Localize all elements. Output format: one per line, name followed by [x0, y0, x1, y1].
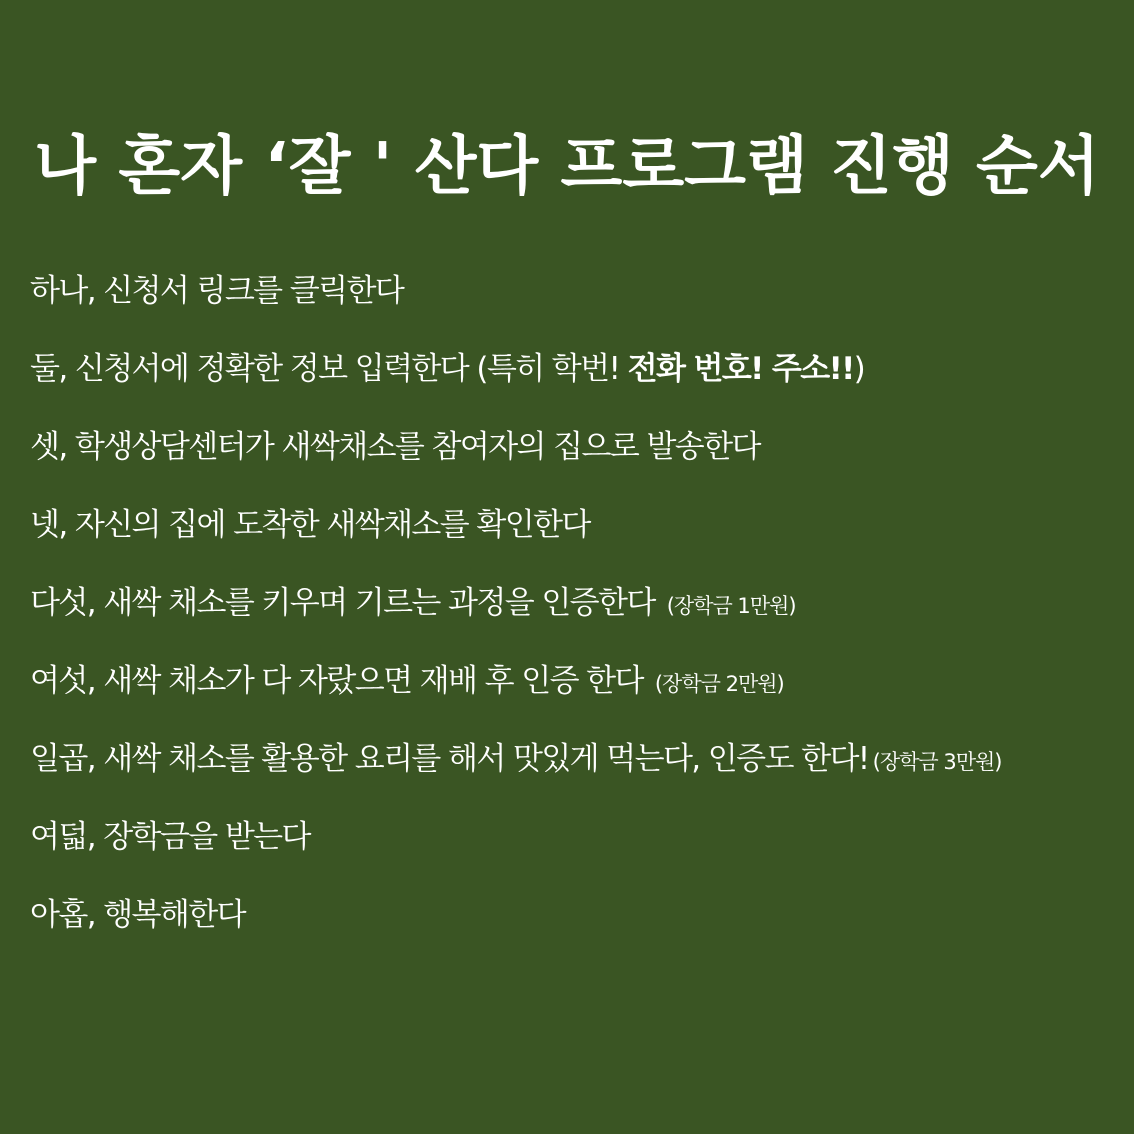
step-2-text-end: )	[853, 351, 865, 387]
step-7-text: 일곱, 새싹 채소를 활용한 요리를 해서 맛있게 먹는다, 인증도 한다!	[30, 741, 869, 777]
step-5-text: 다섯, 새싹 채소를 키우며 기르는 과정을 인증한다	[30, 585, 655, 621]
step-6	[30, 656, 1125, 734]
step-2-emphasis: 전화 번호! 주소!!	[627, 351, 854, 387]
step-8	[30, 812, 1125, 890]
page-title: 나 혼자 ‘잘 ' 산다 프로그램 진행 순서	[34, 130, 1100, 204]
step-7-scholarship-note: (장학금 3만원)	[872, 750, 1002, 774]
step-9-text: 아홉, 행복해한다	[30, 897, 245, 933]
step-4	[30, 500, 1125, 578]
step-6-scholarship-note: (장학금 2만원)	[654, 672, 784, 696]
step-1	[30, 266, 1125, 344]
step-3-text: 셋, 학생상담센터가 새싹채소를 참여자의 집으로 발송한다	[30, 429, 760, 465]
step-8-text: 여덟, 장학금을 받는다	[30, 819, 310, 855]
step-5	[30, 578, 1125, 656]
step-7	[30, 734, 1125, 812]
step-6-text: 여섯, 새싹 채소가 다 자랐으면 재배 후 인증 한다	[30, 663, 643, 699]
step-3	[30, 422, 1125, 500]
step-list	[30, 266, 1125, 968]
step-9	[30, 890, 1125, 968]
step-2-text: 둘, 신청서에 정확한 정보 입력한다 (특히 학번!	[30, 351, 628, 387]
step-5-scholarship-note: (장학금 1만원)	[666, 594, 796, 618]
step-4-text: 넷, 자신의 집에 도착한 새싹채소를 확인한다	[30, 507, 590, 543]
step-1-text: 하나, 신청서 링크를 클릭한다	[30, 273, 404, 309]
step-2	[30, 344, 1125, 422]
